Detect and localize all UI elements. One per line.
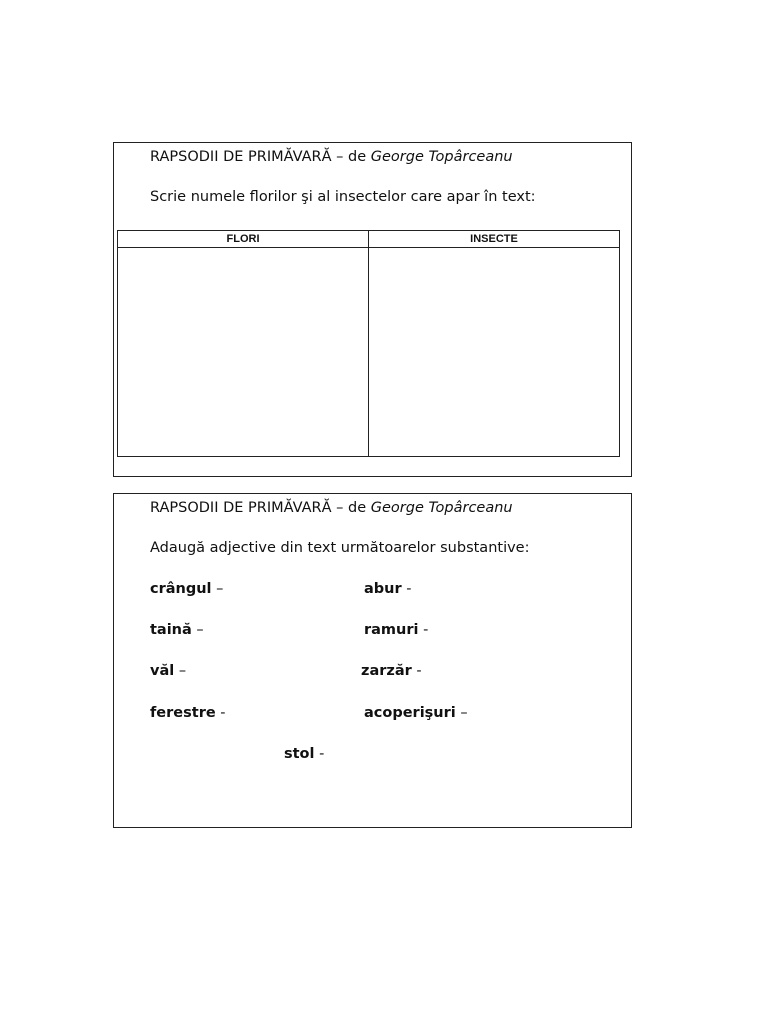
noun-item-zarzar: zarzăr -	[361, 663, 422, 679]
worksheet-title	[150, 149, 513, 165]
author-name: George Topârceanu	[370, 500, 513, 516]
insects-answer-cell[interactable]	[369, 248, 620, 457]
title-text: RAPSODII DE PRIMĂVARĂ	[150, 149, 332, 165]
worksheet-instruction: Adaugă adjective din text următoarelor substantive:	[150, 540, 530, 556]
noun-item-ramuri: ramuri -	[364, 622, 429, 638]
noun-item-acoperisuri: acoperişuri –	[364, 705, 468, 721]
flowers-answer-cell[interactable]	[118, 248, 369, 457]
column-header-insects: INSECTE	[369, 231, 620, 248]
title-text: RAPSODII DE PRIMĂVARĂ	[150, 500, 332, 516]
worksheet-card-flowers-insects	[113, 142, 632, 477]
title-by: de	[348, 149, 367, 165]
title-separator: –	[336, 149, 344, 165]
flowers-insects-table	[117, 230, 620, 457]
title-separator: –	[336, 500, 344, 516]
noun-item-val: văl –	[150, 663, 187, 679]
worksheet-instruction: Scrie numele florilor şi al insectelor care apar în text:	[150, 189, 536, 205]
author-name: George Topârceanu	[370, 149, 513, 165]
noun-item-taina: taină –	[150, 622, 204, 638]
worksheet-card-adjectives	[113, 493, 632, 828]
noun-item-abur: abur -	[364, 581, 412, 597]
noun-item-crangul: crângul –	[150, 581, 224, 597]
worksheet-title	[150, 500, 513, 516]
noun-item-stol: stol -	[284, 746, 325, 762]
title-by: de	[348, 500, 367, 516]
noun-item-ferestre: ferestre -	[150, 705, 226, 721]
column-header-flowers: FLORI	[118, 231, 369, 248]
